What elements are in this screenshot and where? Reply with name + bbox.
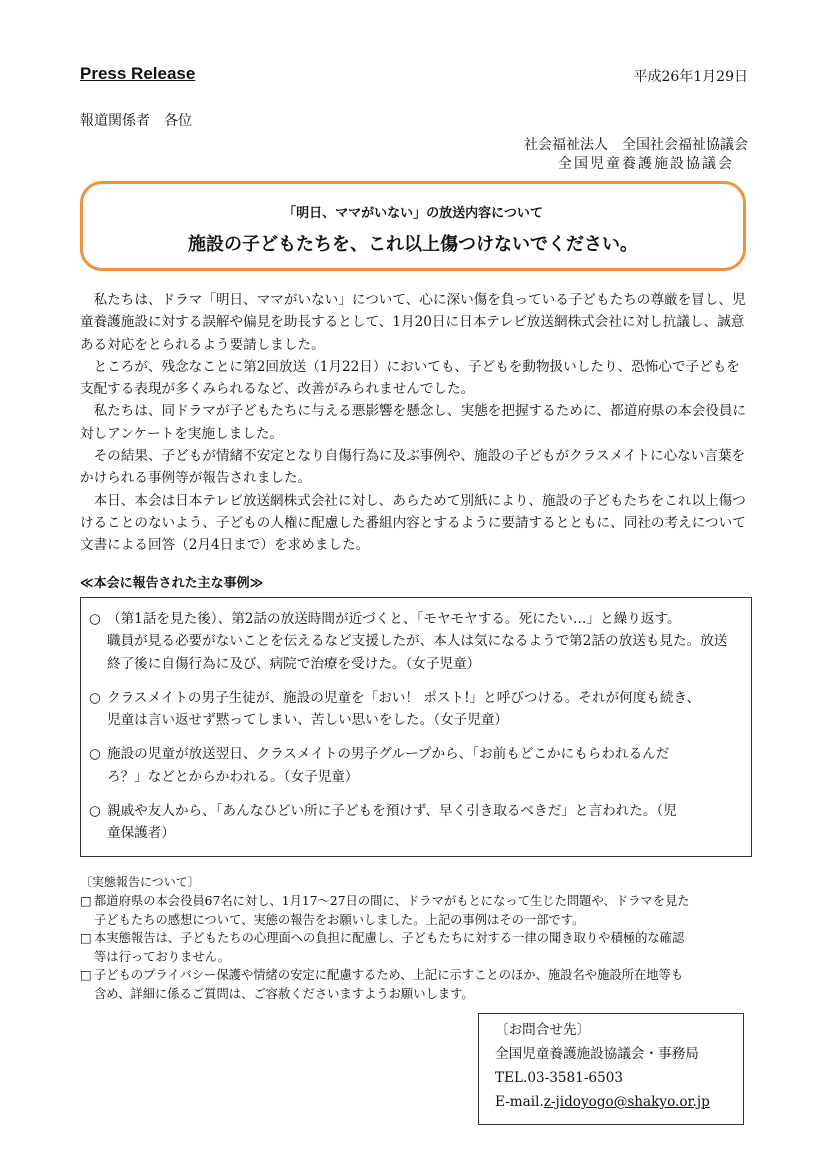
title-main: 施設の子どもたちを、これ以上傷つけないでください。 (188, 234, 638, 255)
case-item (89, 608, 737, 675)
case-text-rest: ろ？」などとからかわれる。（女子児童） (107, 768, 359, 785)
report-text-first: 都道府県の本会役員67名に対し、1月17～27日の間に、ドラマがもとになって生じた問題や、ドラマを見た (94, 894, 690, 908)
email-prefix: E-mail. (495, 1094, 544, 1110)
contact-organization: 全国児童養護施設協議会・事務局 (495, 1046, 699, 1062)
checkbox-marker: □ (80, 968, 92, 982)
cases-box (80, 597, 752, 857)
addressee: 報道関係者 各位 (80, 113, 192, 129)
case-item (89, 687, 737, 732)
report-text-rest: 子どもたちの感想について、実態の報告をお願いしました。上記の事例はその一部です。 (94, 912, 585, 927)
case-item (89, 743, 737, 788)
organization-line-2: 全国児童養護施設協議会 (558, 156, 734, 172)
body-paragraph: 本日、本会は日本テレビ放送網株式会社に対し、あらためて別紙により、施設の子どもたちをこれ以上傷つけることのないよう、子どもの人権に配慮した番組内容とするように要請するとともに、同社の考えについて文書による回答（2月4日まで）を求めました。 (80, 492, 746, 554)
cases-heading: ≪本会に報告された主な事例≫ (80, 576, 264, 591)
organization-line-1: 社会福祉法人 全国社会福祉協議会 (524, 137, 748, 153)
title-box (80, 181, 746, 271)
checkbox-marker: □ (80, 931, 92, 945)
report-heading: 〔実態報告について〕 (80, 875, 200, 889)
case-text-rest: 職員が見る必要がないことを伝えるなど支援したが、本人は気になるようで第2話の放送も見た。放送終了後に自傷行為に及び、病院で治療を受けた。（女子児童） (107, 633, 728, 672)
contact-phone: TEL.03-3581-6503 (495, 1070, 624, 1086)
press-release-title: Press Release (80, 64, 196, 83)
report-item (80, 892, 752, 929)
contact-email-line (495, 1090, 743, 1114)
contact-heading: 〔お問合せ先〕 (495, 1022, 591, 1038)
body-text (80, 289, 752, 557)
body-paragraph: 私たちは、同ドラマが子どもたちに与える悪影響を懸念し、実態を把握するために、都道府県の本会役員に対しアンケートを実施しました。 (80, 403, 747, 442)
report-text-rest: 含め、詳細に係るご質問は、ご容赦くださいますようお願いします。 (94, 986, 474, 1001)
report-text-rest: 等は行っておりません。 (94, 949, 231, 964)
report-item (80, 966, 752, 1003)
title-subtitle: 「明日、ママがいない」の放送内容について (283, 206, 543, 221)
case-text-first: 施設の児童が放送翌日、クラスメイトの男子グループから、「お前もどこかにもらわれるんだ (107, 746, 670, 763)
body-paragraph: 私たちは、ドラマ「明日、ママがいない」について、心に深い傷を負っている子どもたちの尊厳を冒し、児童養護施設に対する誤解や偏見を助長するとして、1月20日に日本テレビ放送網株式会社に対し抗議し、誠意ある対応をとられるよう要請しました。 (80, 292, 746, 353)
body-paragraph: その結果、子どもが情緒不安定となり自傷行為に及ぶ事例や、施設の子どもがクラスメイトに心ない言葉をかけられる事例等が報告されました。 (80, 448, 746, 487)
email-link[interactable]: z-jidoyogo@shakyo.or.jp (543, 1094, 710, 1110)
case-marker: ○ (89, 803, 101, 820)
case-item (89, 800, 737, 845)
case-marker: ○ (89, 689, 101, 706)
case-text-first: （第1話を見た後）、第2話の放送時間が近づくと、「モヤモヤする。死にたい…」と繰り返す。 (107, 611, 681, 627)
body-paragraph: ところが、残念なことに第2回放送（1月22日）においても、子どもを動物扱いしたり、恐怖心で子どもを支配する表現が多くみられるなど、改善がみられませんでした。 (80, 358, 740, 398)
case-marker: ○ (89, 746, 101, 763)
report-text-first: 子どものプライバシー保護や情緒の安定に配慮するため、上記に示すことのほか、施設名や施設所在地等も (94, 968, 684, 982)
report-item (80, 929, 752, 966)
case-marker: ○ (89, 611, 101, 627)
release-date: 平成26年1月29日 (633, 69, 748, 85)
case-text-first: クラスメイトの男子生徒が、施設の児童を「おい！ ポスト!」と呼びつける。それが何度も続き、 (107, 689, 701, 706)
checkbox-marker: □ (80, 894, 92, 908)
case-text-rest: 童保護者） (107, 825, 175, 842)
report-text-first: 本実態報告は、子どもたちの心理面への負担に配慮し、子どもたちに対する一律の聞き取りや積極的な確認 (94, 931, 685, 945)
case-text-first: 親戚や友人から、「あんなひどい所に子どもを預けず、早く引き取るべきだ」と言われた。（児 (107, 803, 677, 820)
case-text-rest: 児童は言い返せず黙ってしまい、苦しい思いをした。（女子児童） (107, 712, 509, 729)
contact-box (478, 1013, 744, 1125)
report-list (80, 892, 752, 1003)
